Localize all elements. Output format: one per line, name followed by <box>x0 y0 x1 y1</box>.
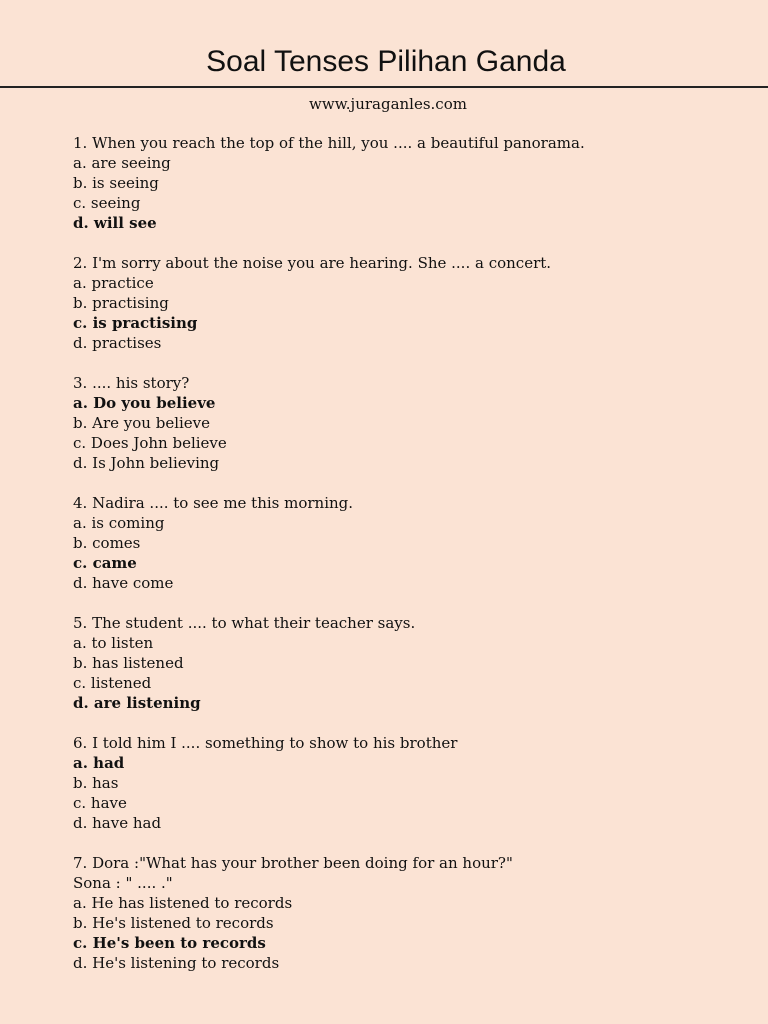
question-4 <box>73 493 733 593</box>
question-1 <box>73 133 733 233</box>
option: c. Does John believe <box>73 434 227 452</box>
question-text: Sona : " .... ." <box>73 874 173 892</box>
option: a. to listen <box>73 634 154 652</box>
question-list <box>73 133 733 993</box>
question-2 <box>73 253 733 353</box>
option: a. are seeing <box>73 154 171 172</box>
correct-option: d. are listening <box>73 694 201 712</box>
correct-option: c. is practising <box>73 314 198 332</box>
option: b. Are you believe <box>73 414 211 432</box>
option: b. has listened <box>73 654 184 672</box>
correct-option: a. Do you believe <box>73 394 216 412</box>
website-url: www.juraganles.com <box>309 95 467 113</box>
question-text: 7. Dora :"What has your brother been doing for an hour?" <box>73 854 513 872</box>
option: c. have <box>73 794 127 812</box>
question-6 <box>73 733 733 833</box>
option: b. has <box>73 774 119 792</box>
page-title: Soal Tenses Pilihan Ganda <box>206 45 566 78</box>
correct-option: c. came <box>73 554 137 572</box>
question-text: 2. I'm sorry about the noise you are hearing. She .... a concert. <box>73 254 552 272</box>
option: b. comes <box>73 534 141 552</box>
option: b. is seeing <box>73 174 159 192</box>
question-3 <box>73 373 733 473</box>
question-text: 4. Nadira .... to see me this morning. <box>73 494 354 512</box>
option: d. have had <box>73 814 162 832</box>
correct-option: a. had <box>73 754 125 772</box>
option: b. practising <box>73 294 169 312</box>
question-text: 3. .... his story? <box>73 374 190 392</box>
correct-option: d. will see <box>73 214 157 232</box>
option: c. listened <box>73 674 152 692</box>
option: a. practice <box>73 274 154 292</box>
option: b. He's listened to records <box>73 914 274 932</box>
question-7 <box>73 853 733 973</box>
header-divider <box>0 86 768 88</box>
option: c. seeing <box>73 194 141 212</box>
option: d. He's listening to records <box>73 954 280 972</box>
option: d. practises <box>73 334 162 352</box>
option: a. is coming <box>73 514 165 532</box>
question-5 <box>73 613 733 713</box>
option: d. Is John believing <box>73 454 220 472</box>
question-text: 6. I told him I .... something to show to his brother <box>73 734 458 752</box>
option: a. He has listened to records <box>73 894 293 912</box>
question-text: 5. The student .... to what their teacher says. <box>73 614 416 632</box>
option: d. have come <box>73 574 174 592</box>
question-text: 1. When you reach the top of the hill, you .... a beautiful panorama. <box>73 134 585 152</box>
correct-option: c. He's been to records <box>73 934 266 952</box>
